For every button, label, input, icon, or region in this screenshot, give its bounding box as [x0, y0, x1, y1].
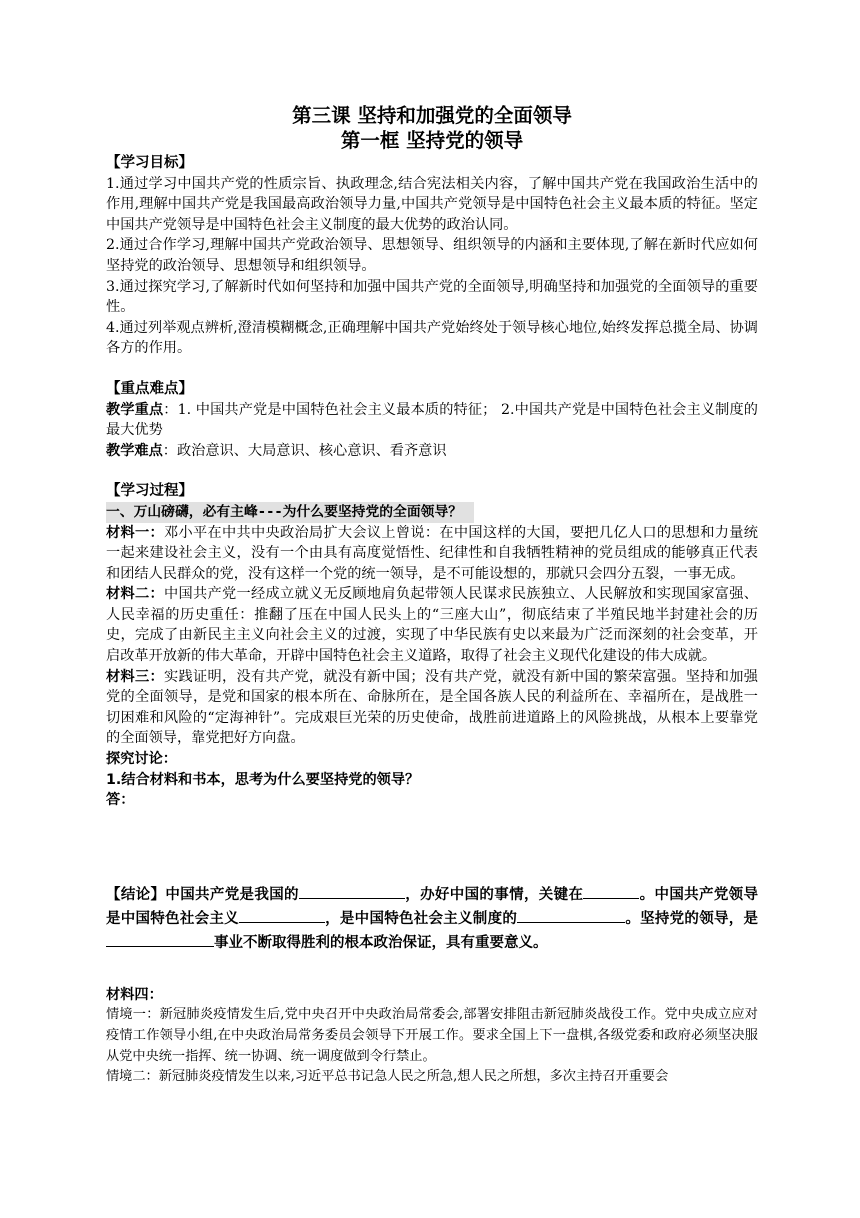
focus-label: 教学重点 — [106, 401, 164, 418]
lesson-title: 第三课 坚持和加强党的全面领导 — [292, 104, 572, 127]
answer-label: 答： — [106, 792, 135, 809]
material-two-label: 材料二： — [106, 586, 164, 603]
teaching-difficulty — [106, 441, 758, 462]
conclusion-text-4: ，是中国特色社会主义制度的 — [324, 910, 518, 927]
blank-1[interactable] — [299, 884, 405, 899]
material-three — [106, 667, 758, 749]
scenario-one: 情境一：新冠肺炎疫情发生后,党中央召开中央政治局常委会,部署安排阻击新冠肺炎战役工作。党中央成立应对疫情工作领导小组,在中央政治局常务委员会领导下开展工作。要求全国上下一盘棋,各级党委和政府必须坚决服从党中央统一指挥、统一协调、统一调度做到令行禁止。 — [106, 1007, 758, 1064]
material-two — [106, 584, 758, 666]
blank-5[interactable] — [106, 932, 214, 947]
discussion-label: 探究讨论： — [106, 751, 177, 768]
learning-goals-heading: 【学习目标】 — [106, 155, 193, 171]
goal-item-4: 4.通过列举观点辨析,澄清模糊概念,正确理解中国共产党始终处于领导核心地位,始终发挥总揽全局、协调各方的作用。 — [106, 319, 758, 357]
conclusion-text-2: ，办好中国的事情，关键在 — [404, 886, 584, 903]
blank-4[interactable] — [517, 908, 625, 923]
section-one-heading: 一、万山磅礴，必有主峰---为什么要坚持党的全面领导？ — [106, 502, 474, 523]
scenario-two: 情境二：新冠肺炎疫情发生以来,习近平总书记急人民之所急,想人民之所想，多次主持召开重要会 — [106, 1069, 669, 1085]
material-one-label: 材料一： — [106, 524, 164, 541]
conclusion-text-5: 。坚持党的领导，是 — [625, 910, 758, 927]
key-points-heading: 【重点难点】 — [106, 380, 193, 397]
material-one-text: 邓小平在中共中央政治局扩大会议上曾说：在中国这样的大国，要把几亿人口的思想和力量统一起来建设社会主义，没有一个由具有高度觉悟性、纪律性和自我牺牲精神的党员组成的能够真正代表和团结人民群众的党，没有这样一个党的统一领导，是不可能设想的，那就只会四分五裂，一事无成。 — [106, 524, 758, 582]
difficulty-text: ：政治意识、大局意识、核心意识、看齐意识 — [162, 442, 447, 459]
material-three-text: 实践证明，没有共产党，就没有新中国；没有共产党，就没有新中国的繁荣富强。坚持和加强党的全面领导，是党和国家的根本所在、命脉所在，是全国各族人民的利益所在、幸福所在，是战胜一切困难和风险的“定海神针”。完成艰巨光荣的历史使命，战胜前进道路上的风险挑战，从根本上要靠党的全面领导，靠党把好方向盘。 — [106, 668, 758, 747]
blank-3[interactable] — [239, 908, 325, 923]
material-three-label: 材料三： — [106, 668, 164, 685]
answer-space[interactable] — [106, 811, 758, 883]
material-four-label: 材料四： — [106, 986, 163, 1003]
focus-text: ：1. 中国共产党是中国特色社会主义最本质的特征； 2.中国共产党是中国特色社会主义制度的最大优势 — [106, 401, 758, 439]
section-one-row — [106, 502, 758, 523]
goal-item-1: 1.通过学习中国共产党的性质宗旨、执政理念,结合宪法相关内容，了解中国共产党在我国政治生活中的作用,理解中国共产党是我国最高政治领导力量,中国共产党领导是中国特色社会主义最本质的特征。坚定中国共产党领导是中国特色社会主义制度的最大优势的政治认同。 — [106, 175, 758, 233]
process-heading: 【学习过程】 — [106, 483, 193, 500]
blank-2[interactable] — [583, 884, 639, 899]
conclusion-text-6: 事业不断取得胜利的根本政治保证，具有重要意义。 — [214, 934, 548, 951]
conclusion-text-1: 【结论】中国共产党是我国的 — [106, 886, 299, 903]
teaching-focus — [106, 400, 758, 441]
conclusion-paragraph — [106, 883, 758, 955]
goal-item-2: 2.通过合作学习,理解中国共产党政治领导、思想领导、组织领导的内涵和主要体现,了解在新时代应如何坚持党的政治领导、思想领导和组织领导。 — [106, 237, 758, 274]
material-one — [106, 523, 758, 585]
goal-item-3: 3.通过探究学习,了解新时代如何坚持和加强中国共产党的全面领导,明确坚持和加强党的全面领导的重要性。 — [106, 278, 758, 316]
discussion-question: 1.结合材料和书本，思考为什么要坚持党的领导？ — [106, 771, 420, 788]
document-body — [106, 103, 758, 1088]
material-two-text: 中国共产党一经成立就义无反顾地肩负起带领人民谋求民族独立、人民解放和实现国家富强、人民幸福的历史重任：推翻了压在中国人民头上的“三座大山”，彻底结束了半殖民地半封建社会的历史，完成了由新民主主义向社会主义的过渡，实现了中华民族有史以来最为广泛而深刻的社会变革，开启改革开放新的伟大革命，开辟中国特色社会主义道路，取得了社会主义现代化建设的伟大成就。 — [106, 586, 758, 665]
section-title: 第一框 坚持党的领导 — [340, 129, 524, 152]
conclusion-text-3: 。中国共产党领导是中国特色社会主义 — [106, 886, 759, 927]
difficulty-label: 教学难点 — [106, 442, 163, 459]
